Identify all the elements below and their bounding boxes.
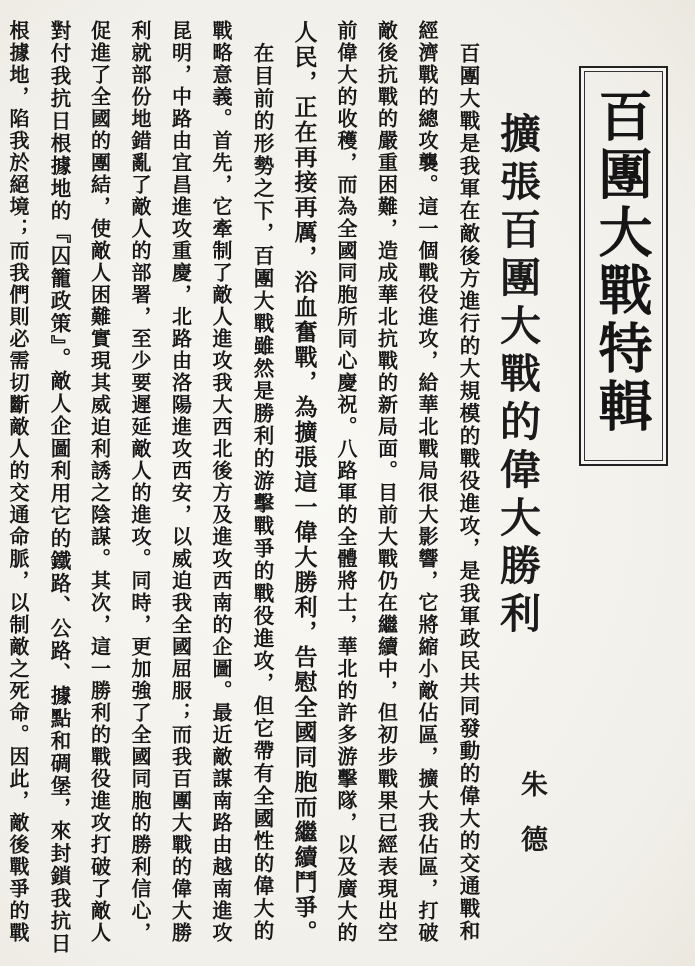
text-column: 利就部份地錯亂了敵人的部署，至少要遲延敵人的進攻。同時，更加強了全國同胞的勝利信心， (128, 20, 152, 944)
article-body (8, 20, 478, 955)
special-issue-label: 百團大戰特輯 (590, 88, 654, 436)
text-column: 經濟戰的總攻襲。這一個戰役進攻，給華北戰局很大影響，它將縮小敵佔區，擴大我佔區，打破 (415, 20, 439, 944)
text-column: 戰略意義。首先，它牽制了敵人進攻我大西北後方及進攻西南的企圖。最近敵謀南路由越南進攻 (209, 20, 233, 944)
text-column: 在目前的形勢之下，百團大戰雖然是勝利的游擊戰爭的戰役進攻，但它帶有全國性的偉大的 (250, 20, 274, 943)
text-column: 人民，正在再接再厲，浴血奮戰，為擴張這一偉大勝利，告慰全國同胞而繼續鬥爭。 (290, 20, 318, 945)
article-title: 擴張百團大戰的偉大勝利 (493, 112, 541, 640)
text-column: 對付我抗日根據地的『囚籠政策』。敵人企圖利用它的鐵路、公路、據點和碉堡，來封鎖我抗日 (47, 20, 71, 955)
text-column: 百團大戰是我軍在敵後方進行的大規模的戰役進攻，是我軍政民共同發動的偉大的交通戰和 (456, 20, 480, 943)
text-column: 前偉大的收穫，而為全國同胞所同心慶祝。八路軍的全體將士，華北的許多游擊隊，以及廣大的 (334, 20, 358, 944)
special-issue-box (579, 66, 668, 466)
text-column: 促進了全國的團結，使敵人困難實現其威迫利誘之陰謀。其次，這一勝利的戰役進攻打破了敵人 (87, 20, 112, 944)
text-column: 根據地，陷我於絕境；而我們則必需切斷敵人的交通命脈，以制敵之死命。因此，敵後戰爭的戰 (6, 20, 30, 944)
text-column: 敵後抗戰的嚴重困難，造成華北抗戰的新局面。目前大戰仍在繼續中，但初步戰果已經表現出空 (374, 20, 399, 944)
article-author: 朱德 (516, 770, 547, 880)
text-column: 昆明，中路由宜昌進攻重慶，北路由洛陽進攻西安，以威迫我全國屈服；而我百團大戰的偉大勝 (168, 20, 193, 944)
